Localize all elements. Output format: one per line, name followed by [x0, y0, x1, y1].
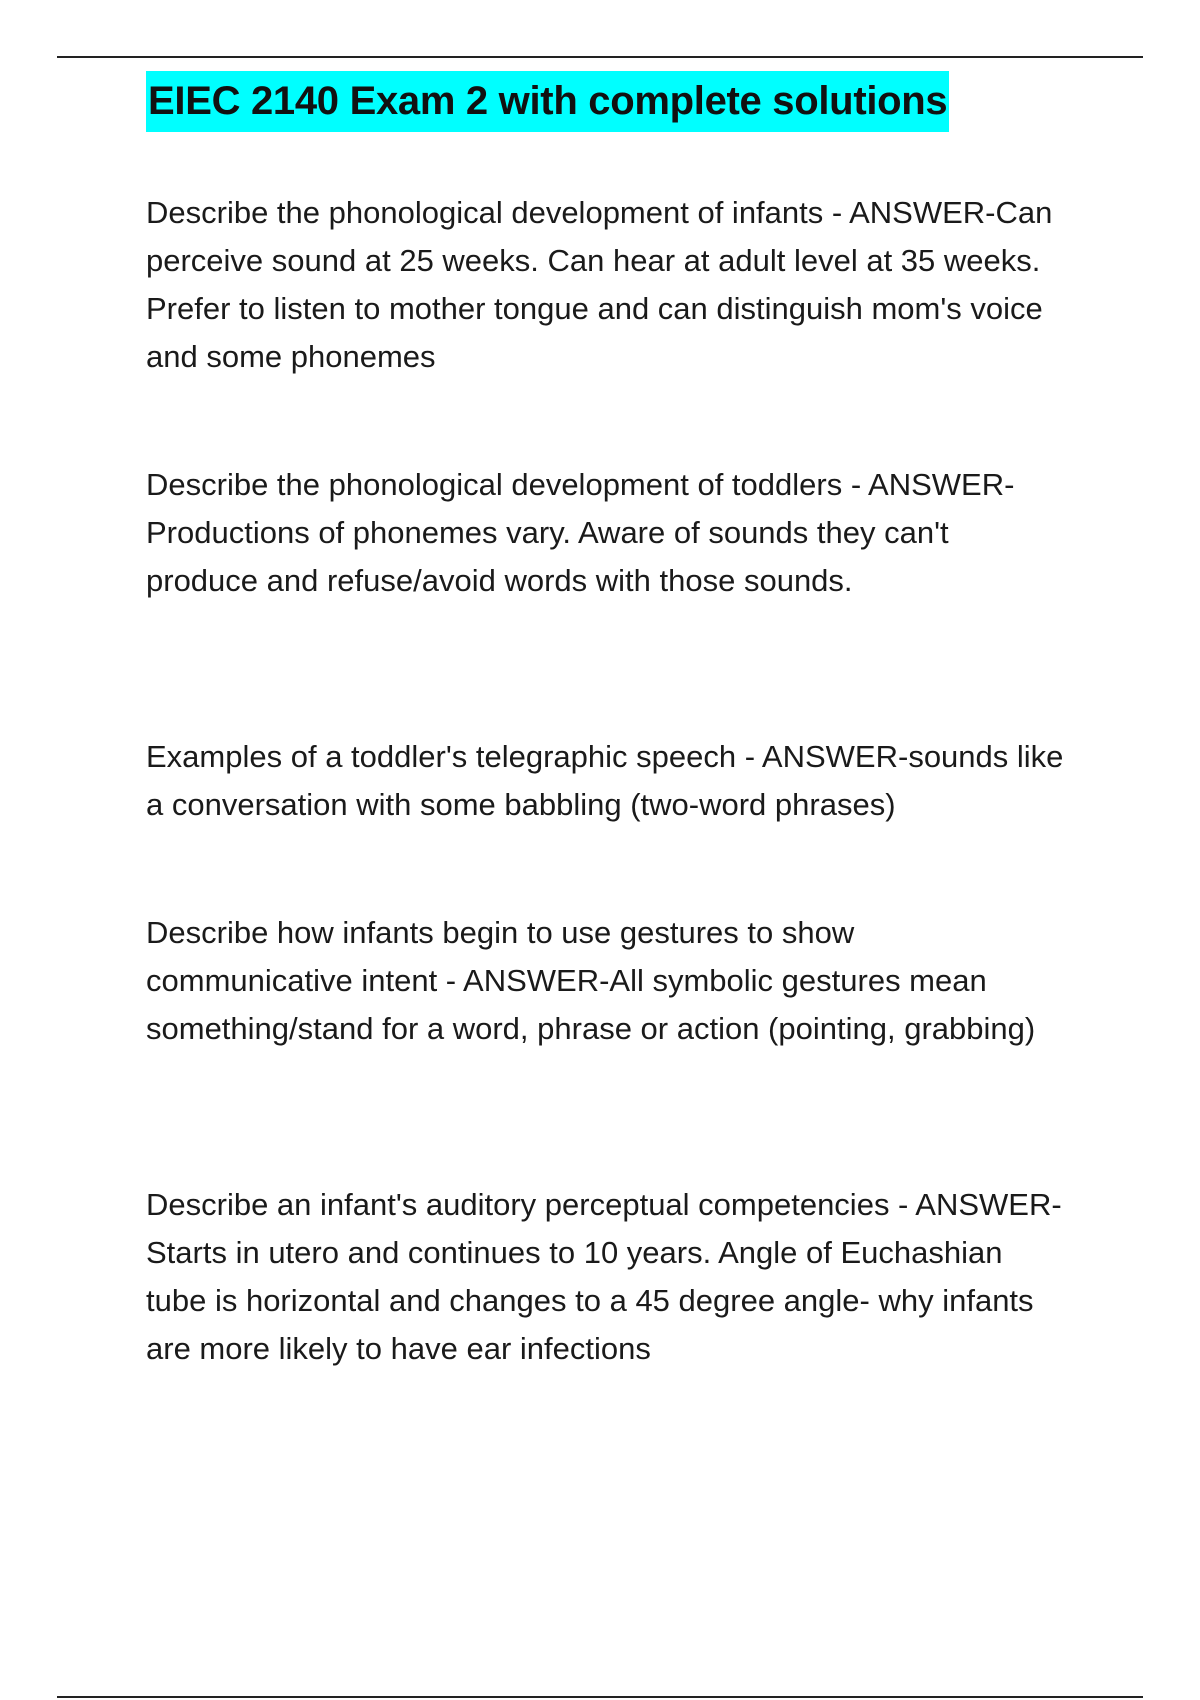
bottom-rule — [57, 1696, 1143, 1698]
qa-entry-gestures: Describe how infants begin to use gestures to show communicative intent - ANSWER-All symbolic gestures mean something/stand for a word, phrase or action (pointing, grabbing) — [146, 915, 1036, 1046]
qa-entry-infant-phonology: Describe the phonological development of infants - ANSWER-Can perceive sound at 25 weeks. Can hear at adult level at 35 weeks. Prefer to listen to mother tongue and can distinguish mom's voice and some phonemes — [146, 195, 1053, 374]
document-title: EIEC 2140 Exam 2 with complete solutions — [146, 71, 949, 132]
top-rule — [57, 56, 1143, 58]
qa-entry-telegraphic-speech: Examples of a toddler's telegraphic speech - ANSWER-sounds like a conversation with some babbling (two-word phrases) — [146, 739, 1064, 822]
title-container — [146, 71, 949, 132]
qa-entry-toddler-phonology: Describe the phonological development of toddlers - ANSWER-Productions of phonemes vary. Aware of sounds they can't produce and refuse/avoid words with those sounds. — [146, 467, 1015, 598]
qa-entry-auditory-perception: Describe an infant's auditory perceptual competencies - ANSWER-Starts in utero and continues to 10 years. Angle of Euchashian tube is horizontal and changes to a 45 degree angle- why infants are more likely to have ear infections — [146, 1187, 1062, 1366]
